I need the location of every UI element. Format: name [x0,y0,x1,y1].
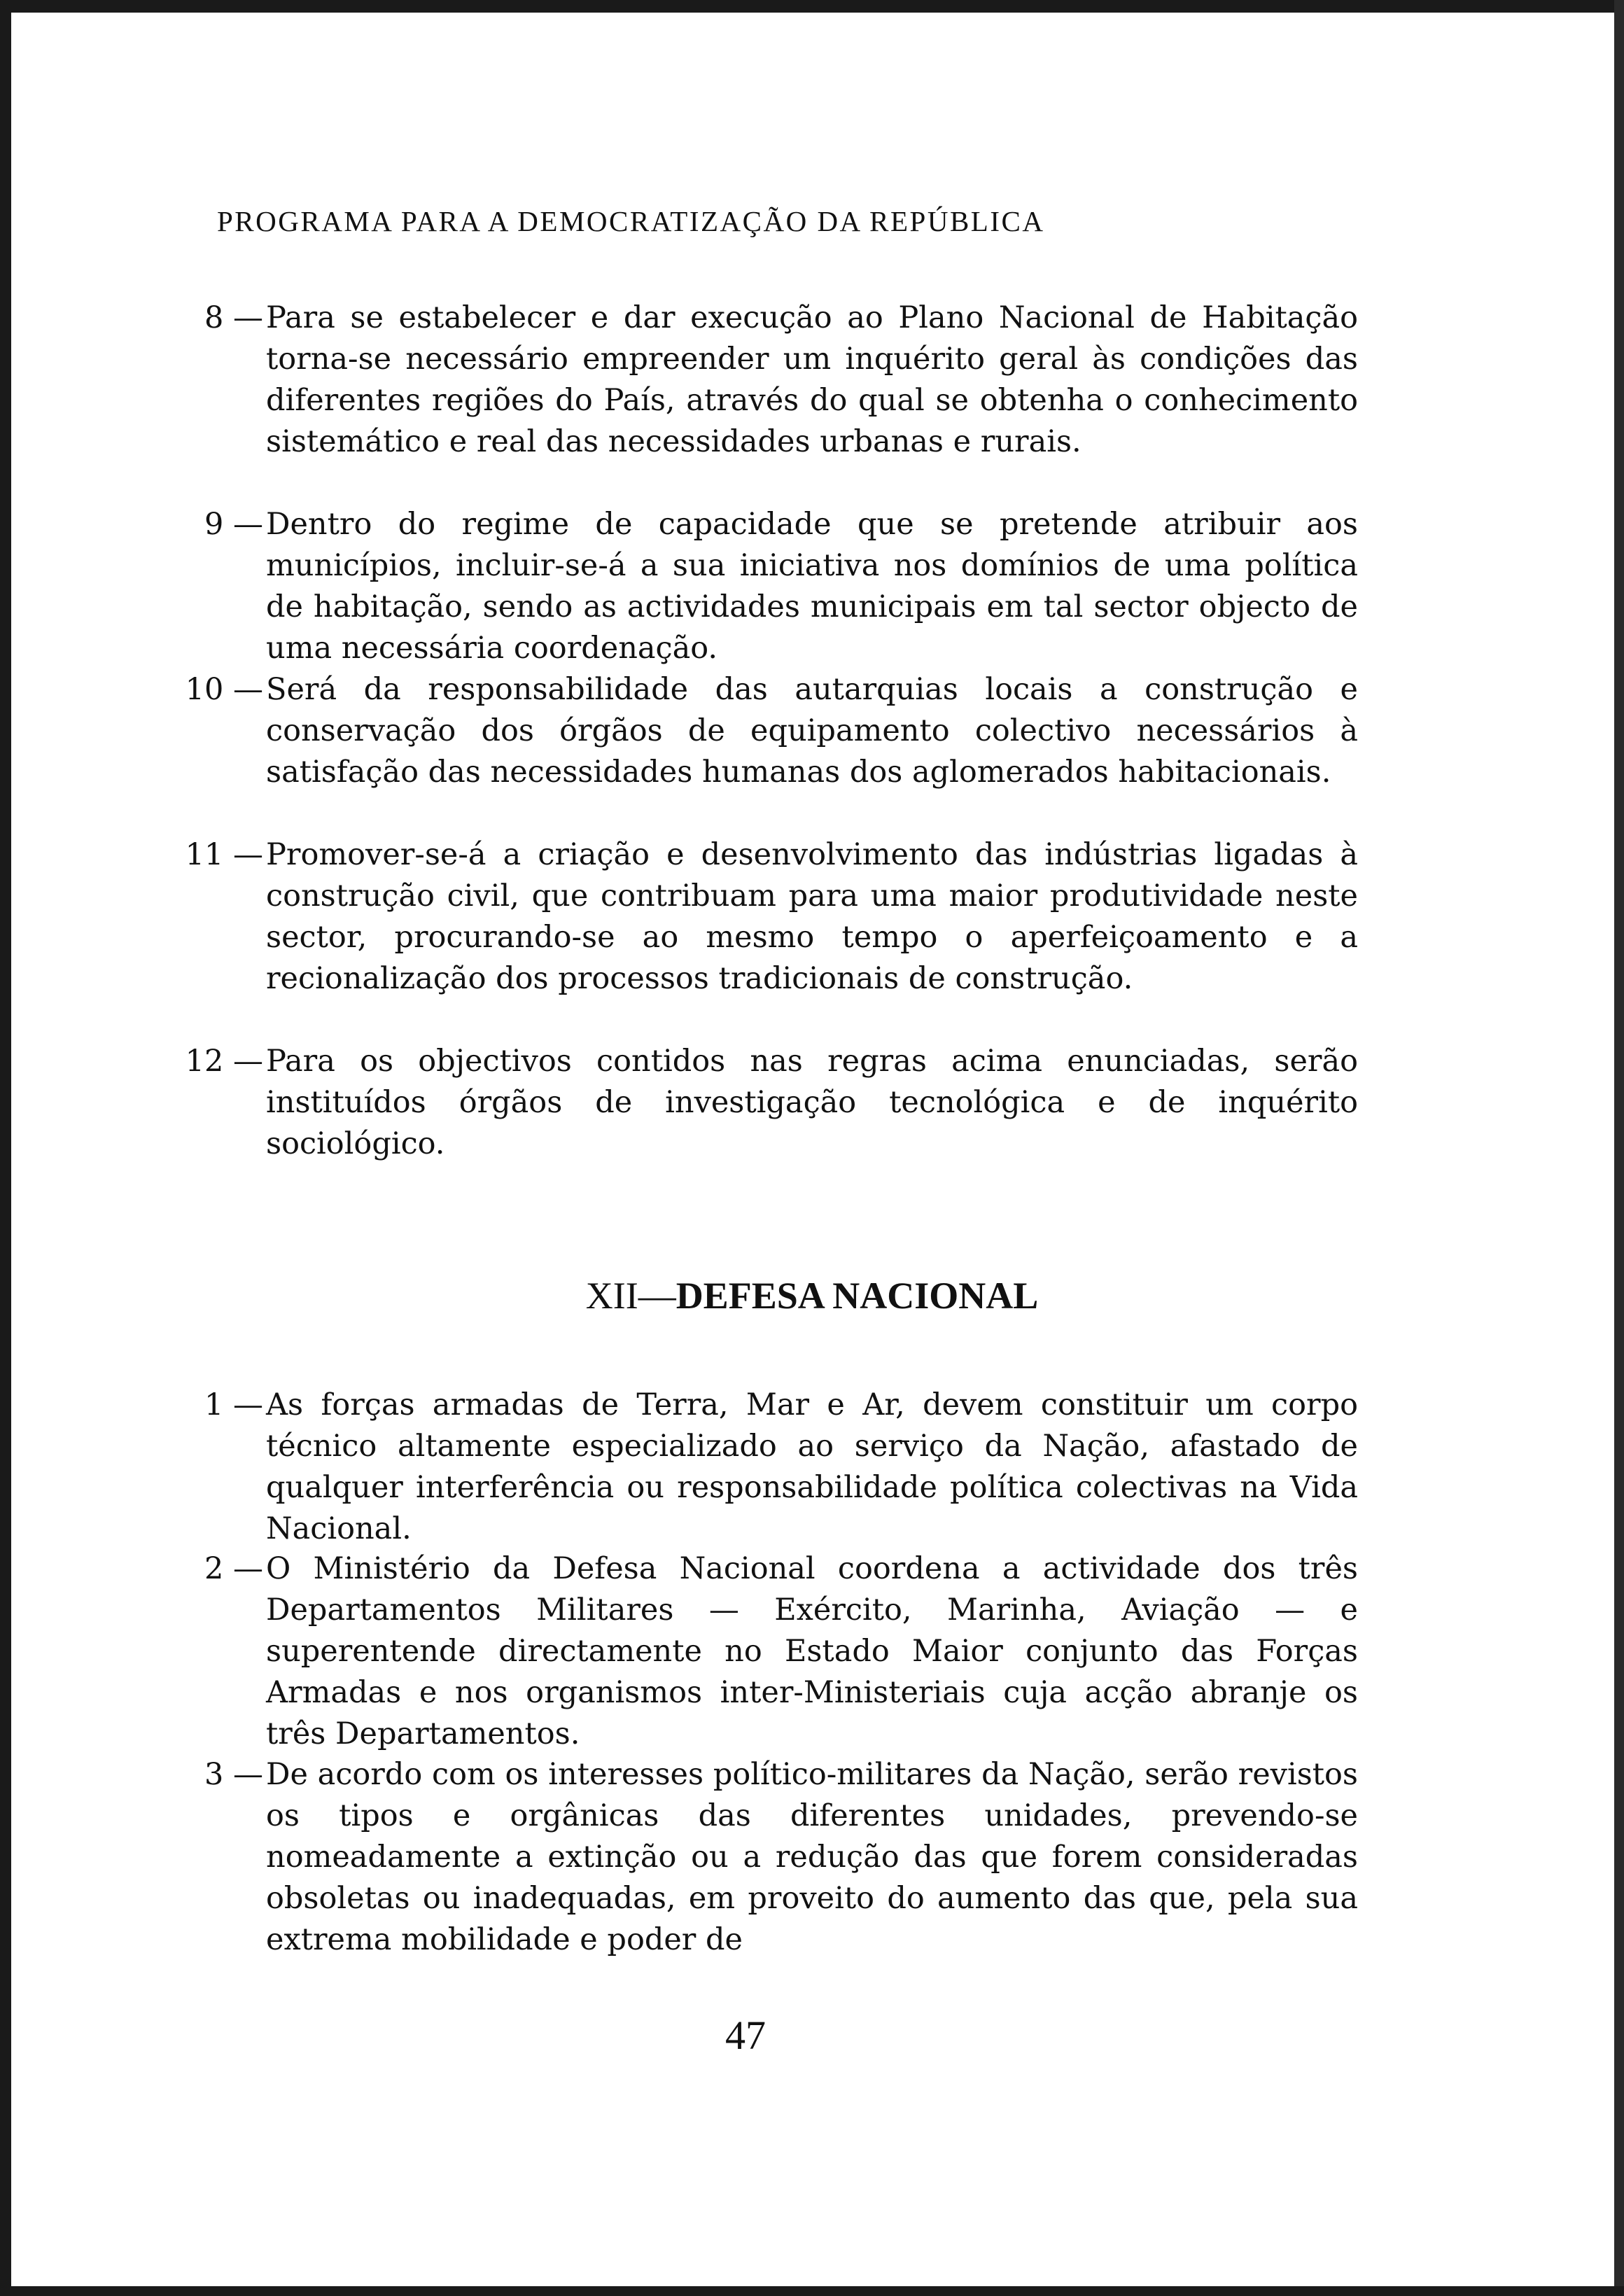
running-header: PROGRAMA PARA A DEMOCRATIZAÇÃO DA REPÚBLICA [217,205,1045,237]
housing-item-10 [168,669,1358,793]
section-dash: — [638,1275,676,1317]
item-text: Para se estabelecer e dar execução ao Plano Nacional de Habitação torna-se necessário empreender um inquérito geral às condições das diferentes regiões do País, através do qual se obtenha o conhecimento sistemático e real das necessidades urbanas e rurais. [266,300,1358,459]
housing-item-12 [168,1041,1358,1165]
item-text: As forças armadas de Terra, Mar e Ar, devem constituir um corpo técnico altamente especializado ao serviço da Nação, afastado de qualquer interferência ou responsabilidade política colectivas na Vida Nacional. [266,1387,1358,1546]
item-number: 11 — [185,837,263,872]
page-number: 47 [725,2012,766,2058]
section-roman-numeral: XII [585,1275,638,1317]
scan-border-left [0,0,11,2296]
scan-border-top [0,0,1624,13]
item-number: 2 — [204,1551,263,1586]
item-text: Será da responsabilidade das autarquias locais a construção e conservação dos órgãos de equipamento colectivo necessários à satisfação das necessidades humanas dos aglomerados habitacionais. [266,672,1358,790]
item-text: Para os objectivos contidos nas regras acima enunciadas, serão instituídos órgãos de investigação tecnológica e de inquérito sociológico. [266,1044,1358,1161]
scan-border-right [1614,0,1624,2296]
section-heading [0,1274,1624,1317]
defense-item-3 [168,1754,1358,1961]
item-number: 10 — [185,672,263,707]
scan-border-bottom [0,2286,1624,2296]
item-text: De acordo com os interesses político-militares da Nação, serão revistos os tipos e orgânicas das diferentes unidades, prevendo-se nomeadamente a extinção ou a redução das que forem consideradas obsoletas ou inadequadas, em proveito do aumento das que, pela sua extrema mobilidade e poder de [266,1757,1358,1957]
item-number: 8 — [204,300,263,335]
defense-item-1 [168,1385,1358,1550]
item-number: 1 — [204,1387,263,1422]
item-text: O Ministério da Defesa Nacional coordena a actividade dos três Departamentos Militares — Exército, Marinha, Aviação — e superentende directamente no Estado Maior conjunto das Forças Armadas e nos organismos inter-Ministeriais cuja acção abranje os três Departamentos. [266,1551,1358,1751]
housing-item-11 [168,834,1358,1000]
item-text: Dentro do regime de capacidade que se pretende atribuir aos municípios, incluir-se-á a sua iniciativa nos domínios de uma política de habitação, sendo as actividades municipais em tal sector objecto de uma necessária coordenação. [266,507,1358,666]
item-text: Promover-se-á a criação e desenvolvimento das indústrias ligadas à construção civil, que contribuam para uma maior produtividade neste sector, procurando-se ao mesmo tempo o aperfeiçoamento e a recionalização dos processos tradicionais de construção. [266,837,1358,996]
defense-item-2 [168,1548,1358,1755]
item-number: 12 — [185,1044,263,1079]
item-number: 3 — [204,1757,263,1792]
housing-item-9 [168,504,1358,669]
section-title: DEFESA NACIONAL [676,1275,1039,1317]
item-number: 9 — [204,507,263,542]
housing-item-8 [168,298,1358,463]
